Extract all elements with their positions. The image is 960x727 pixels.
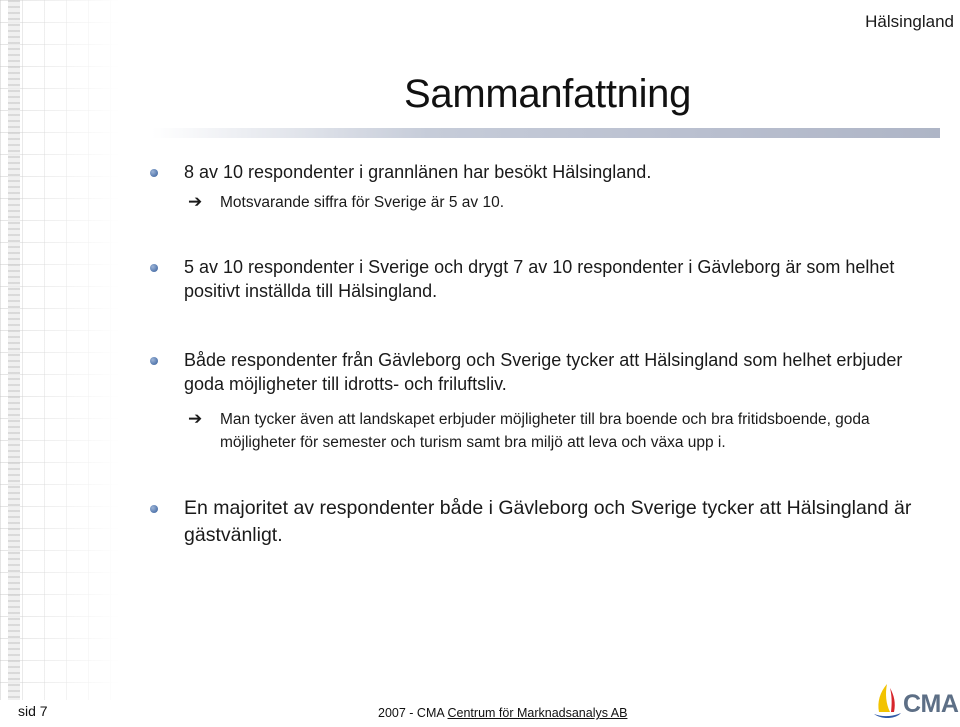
bullet-dot-icon (150, 505, 158, 513)
footer-credit-org: Centrum för Marknadsanalys AB (447, 706, 628, 720)
bullet-dot-icon (150, 169, 158, 177)
bullet-text: Både respondenter från Gävleborg och Sverige tycker att Hälsingland som helhet erbjuder goda möjligheter till idrotts- och friluftsliv. (184, 350, 903, 394)
sub-bullet-item (188, 191, 948, 214)
bullet-dot-icon (150, 264, 158, 272)
logo-wordmark: CMA (903, 690, 959, 718)
page-title: Sammanfattning (404, 72, 692, 116)
footer-credit-prefix: 2007 - CMA (378, 706, 445, 720)
bullet-text: 8 av 10 respondenter i grannlänen har besökt Hälsingland. (184, 162, 652, 182)
bullet-item (150, 348, 930, 396)
sub-bullet-item (188, 408, 948, 454)
sail-logo-icon (870, 682, 904, 722)
title-underline (152, 128, 940, 138)
bullet-text: En majoritet av respondenter både i Gävleborg och Sverige tycker att Hälsingland är gästvänligt. (184, 497, 912, 546)
bullet-text: 5 av 10 respondenter i Sverige och drygt 7 av 10 respondenter i Gävleborg är som helhet positivt inställda till Hälsingland. (184, 257, 895, 301)
sub-bullet-text: Man tycker även att landskapet erbjuder möjligheter till bra boende och bra fritidsboende, goda möjligheter för semester och turism samt bra miljö att leva och växa upp i. (220, 411, 870, 451)
region-label: Hälsingland (865, 12, 954, 31)
arrow-right-icon: ➔ (188, 409, 203, 428)
bullet-item (150, 495, 930, 549)
bullet-dot-icon (150, 357, 158, 365)
bullet-item (150, 255, 930, 303)
sub-bullet-text: Motsvarande siffra för Sverige är 5 av 10. (220, 194, 505, 211)
decorative-grid-column (8, 0, 20, 700)
page-number: sid 7 (18, 703, 48, 719)
footer-credit (378, 706, 627, 720)
bullet-item (150, 160, 930, 184)
cma-logo (870, 682, 960, 722)
arrow-right-icon: ➔ (188, 192, 203, 211)
